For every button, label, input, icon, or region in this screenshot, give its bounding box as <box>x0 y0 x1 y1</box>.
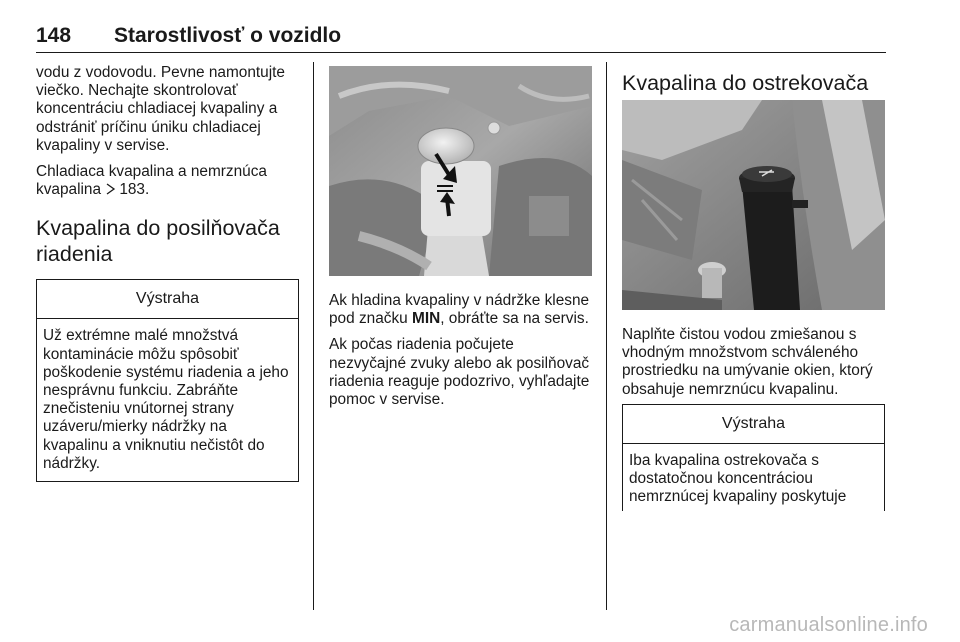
column-divider <box>313 62 314 610</box>
right-paragraph-1: Naplňte čistou vodou zmiešanou s vhodným množstvom schváleného prostriedku na umývanie okien, ktorý obsahuje nemrznúcu kvapalinu. <box>622 326 873 398</box>
page-header <box>36 24 886 53</box>
chapter-title: Starostlivosť o vozidlo <box>114 24 342 47</box>
left-paragraph-1: vodu z vodovodu. Pevne namontujte viečko. Nechajte skontrolovať koncentráciu chladiacej kvapaliny a odstrániť príčinu úniku chladiacej kvapaliny v servise. <box>36 64 285 154</box>
section-title-power-steering: Kvapalina do posilňovača riadenia <box>36 216 280 267</box>
warning-title: Výstraha <box>37 280 298 319</box>
warning-text: Už extrémne malé množstvá kontaminácie môžu spôsobiť poškodenie systému riadenia a jeho nesprávnu funkciu. Zabráňte znečisteniu vnútornej strany uzáveru/mierky nádržky na kvapalinu a vniknutiu nečistôt do nádržky. <box>43 327 289 472</box>
middle-paragraph-1: Ak hladina kvapaliny v nádržke klesne pod značku MIN, obráťte sa na servis. <box>329 292 590 328</box>
warning-title: Výstraha <box>623 405 884 444</box>
left-paragraph-2: Chladiaca kvapalina a nemrznúca kvapalina 183. <box>36 163 267 199</box>
warning-box-power-steering <box>36 279 299 482</box>
column-divider <box>606 62 607 610</box>
power-steering-reservoir-photo <box>329 66 592 276</box>
reference-page[interactable]: 183 <box>119 181 145 199</box>
middle-paragraph-2: Ak počas riadenia počujete nezvyčajné zvuky alebo ak posilňovač riadenia reaguje podozrivo, vyhľadajte pomoc v servise. <box>329 336 590 409</box>
warning-box-washer <box>622 404 885 511</box>
page-number: 148 <box>36 24 72 47</box>
watermark: carmanualsonline.info <box>729 614 928 636</box>
min-mark: MIN <box>412 310 441 328</box>
washer-fluid-reservoir-photo <box>622 100 885 310</box>
right-column <box>622 326 890 407</box>
middle-column <box>329 292 595 417</box>
warning-text: Iba kvapalina ostrekovača s dostatočnou koncentráciou nemrznúcej kvapaliny poskytuje <box>629 452 847 506</box>
reference-arrow-icon <box>105 182 116 194</box>
left-column <box>36 64 302 482</box>
section-title-washer: Kvapalina do ostrekovača <box>622 71 869 95</box>
